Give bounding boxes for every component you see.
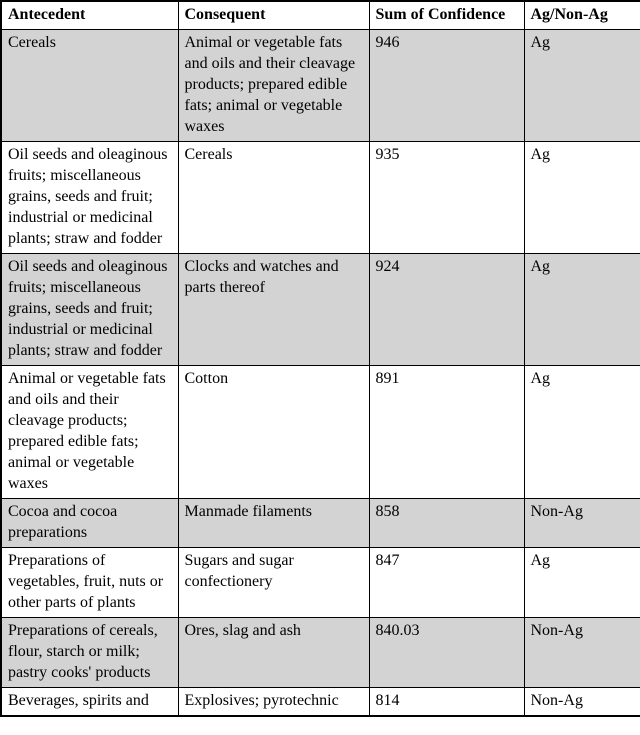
table-row <box>1 688 640 717</box>
header-row <box>1 1 640 30</box>
confidence-cell: 847 <box>369 548 524 618</box>
table-row <box>1 142 640 254</box>
confidence-cell: 858 <box>369 499 524 548</box>
category-cell: Ag <box>524 30 640 142</box>
table-row <box>1 254 640 366</box>
category-cell: Non-Ag <box>524 499 640 548</box>
consequent-cell: Manmade filaments <box>178 499 369 548</box>
category-cell: Ag <box>524 142 640 254</box>
category-cell: Ag <box>524 254 640 366</box>
confidence-cell: 891 <box>369 366 524 499</box>
antecedent-cell: Cocoa and cocoa preparations <box>1 499 178 548</box>
consequent-cell: Cereals <box>178 142 369 254</box>
header-consequent: Consequent <box>178 1 369 30</box>
antecedent-cell: Animal or vegetable fats and oils and their cleavage products; prepared edible fats; animal or vegetable waxes <box>1 366 178 499</box>
category-cell: Ag <box>524 548 640 618</box>
category-cell: Non-Ag <box>524 618 640 688</box>
header-sum-of-confidence: Sum of Confidence <box>369 1 524 30</box>
consequent-cell: Clocks and watches and parts thereof <box>178 254 369 366</box>
table-row <box>1 548 640 618</box>
antecedent-cell: Oil seeds and oleaginous fruits; miscellaneous grains, seeds and fruit; industrial or medicinal plants; straw and fodder <box>1 254 178 366</box>
consequent-cell: Cotton <box>178 366 369 499</box>
antecedent-cell: Preparations of vegetables, fruit, nuts or other parts of plants <box>1 548 178 618</box>
category-cell: Non-Ag <box>524 688 640 717</box>
consequent-cell: Explosives; pyrotechnic <box>178 688 369 717</box>
table-row <box>1 30 640 142</box>
header-antecedent: Antecedent <box>1 1 178 30</box>
table-row <box>1 618 640 688</box>
category-cell: Ag <box>524 366 640 499</box>
consequent-cell: Sugars and sugar confectionery <box>178 548 369 618</box>
confidence-cell: 814 <box>369 688 524 717</box>
antecedent-cell: Cereals <box>1 30 178 142</box>
antecedent-cell: Oil seeds and oleaginous fruits; miscellaneous grains, seeds and fruit; industrial or medicinal plants; straw and fodder <box>1 142 178 254</box>
table-row <box>1 366 640 499</box>
table-row <box>1 499 640 548</box>
confidence-cell: 935 <box>369 142 524 254</box>
confidence-cell: 840.03 <box>369 618 524 688</box>
confidence-cell: 924 <box>369 254 524 366</box>
table-body <box>1 30 640 717</box>
antecedent-cell: Beverages, spirits and <box>1 688 178 717</box>
consequent-cell: Animal or vegetable fats and oils and their cleavage products; prepared edible fats; animal or vegetable waxes <box>178 30 369 142</box>
confidence-cell: 946 <box>369 30 524 142</box>
antecedent-cell: Preparations of cereals, flour, starch or milk; pastry cooks' products <box>1 618 178 688</box>
consequent-cell: Ores, slag and ash <box>178 618 369 688</box>
header-ag-non-ag: Ag/Non-Ag <box>524 1 640 30</box>
